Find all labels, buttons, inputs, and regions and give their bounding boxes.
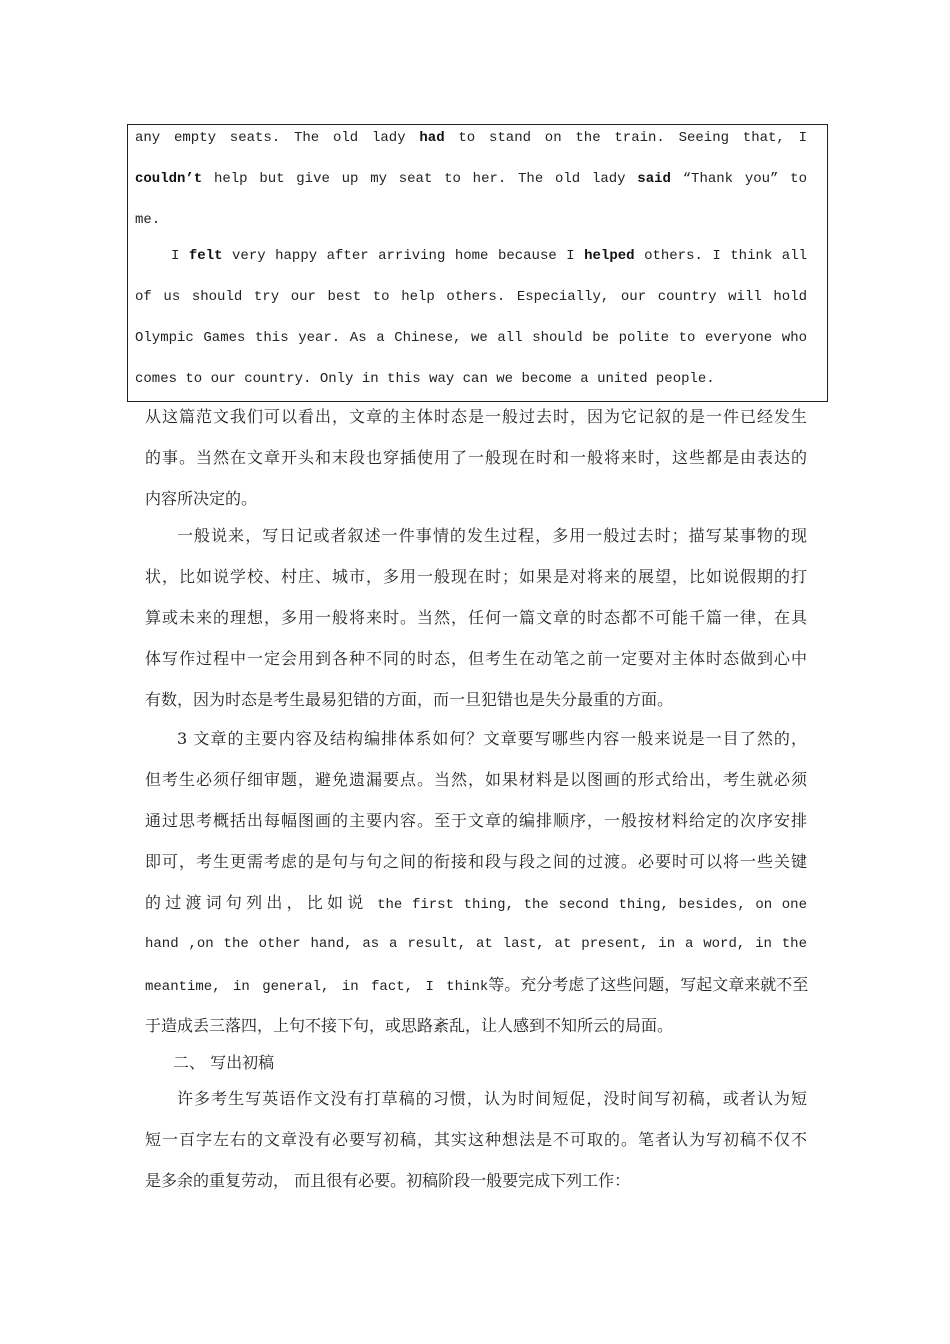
essay-line-5: of us should try our best to help others. Especially, our country will hold: [135, 289, 807, 305]
essay-text: others. I think all: [634, 248, 807, 264]
essay-text: to stand on the train. Seeing that, I: [444, 130, 807, 146]
section-heading: 二、 写出初稿: [173, 1053, 275, 1072]
body-line-7: 体写作过程中一定会用到各种不同的时态，但考生在动笔之前一定要对主体时态做到心中: [145, 649, 807, 668]
body-line-12: 即可，考生更需考虑的是句与句之间的衔接和段与段之间的过渡。必要时可以将一些关键: [145, 852, 807, 871]
body-line-11: 通过思考概括出每幅图画的主要内容。至于文章的编排顺序，一般按材料给定的次序安排: [145, 811, 807, 830]
body-text: 的过渡词句列出，比如说: [145, 893, 368, 912]
essay-verb-bold: had: [419, 130, 445, 146]
essay-verb-bold: felt: [188, 248, 223, 264]
body-line-19: 短一百字左右的文章没有必要写初稿，其实这种想法是不可取的。笔者认为写初稿不仅不: [145, 1130, 807, 1149]
body-line-15: [145, 970, 807, 1000]
body-line-5: 状，比如说学校、村庄、城市，多用一般现在时；如果是对将来的展望，比如说假期的打: [145, 567, 807, 586]
essay-text: I: [171, 248, 189, 264]
body-line-3: 内容所决定的。: [145, 489, 258, 508]
body-line-8: 有数，因为时态是考生最易犯错的方面，而一旦犯错也是失分最重的方面。: [145, 690, 674, 709]
body-line-13: [145, 888, 807, 918]
body-text-english: the first thing, the second thing, besides, on one: [367, 897, 807, 913]
essay-line-6: Olympic Games this year. As a Chinese, we all should be polite to everyone who: [135, 330, 807, 346]
essay-line-7: comes to our country. Only in this way can we become a united people.: [135, 371, 715, 387]
body-line-2: 的事。当然在文章开头和末段也穿插使用了一般现在时和一般将来时，这些都是由表达的: [145, 448, 807, 467]
essay-line-3: me.: [135, 212, 161, 228]
body-line-1: 从这篇范文我们可以看出，文章的主体时态是一般过去时，因为它记叙的是一件已经发生: [145, 407, 807, 426]
essay-verb-bold: said: [637, 171, 671, 187]
body-line-18: 许多考生写英语作文没有打草稿的习惯，认为时间短促，没时间写初稿，或者认为短: [177, 1089, 807, 1108]
essay-verb-bold: helped: [584, 248, 635, 264]
essay-line-1: [135, 124, 807, 152]
body-line-14: hand ,on the other hand, as a result, at last, at present, in a word, in the: [145, 936, 807, 952]
body-line-20: 是多余的重复劳动， 而且很有必要。初稿阶段一般要完成下列工作：: [145, 1171, 631, 1190]
body-line-10: 但考生必须仔细审题，避免遗漏要点。当然，如果材料是以图画的形式给出，考生就必须: [145, 770, 807, 789]
essay-verb-bold: couldn’t: [135, 171, 203, 187]
body-text-english: meantime, in general, in fact, I think: [145, 979, 489, 995]
body-line-9: 3 文章的主要内容及结构编排体系如何？文章要写哪些内容一般来说是一目了然的，: [177, 729, 807, 748]
essay-text: “Thank you” to: [670, 171, 807, 187]
body-line-4: 一般说来，写日记或者叙述一件事情的发生过程，多用一般过去时；描写某事物的现: [177, 526, 807, 545]
essay-text: help but give up my seat to her. The old lady: [202, 171, 638, 187]
body-line-16: 于造成丢三落四，上句不接下句，或思路紊乱，让人感到不知所云的局面。: [145, 1016, 674, 1035]
essay-line-4: [171, 242, 807, 270]
essay-text: very happy after arriving home because I: [222, 248, 585, 264]
essay-line-2: [135, 165, 807, 193]
essay-text: any empty seats. The old lady: [135, 130, 420, 146]
body-text: 等。充分考虑了这些问题，写起文章来就不至: [488, 975, 809, 994]
body-line-6: 算或未来的理想，多用一般将来时。当然，任何一篇文章的时态都不可能千篇一律，在具: [145, 608, 807, 627]
